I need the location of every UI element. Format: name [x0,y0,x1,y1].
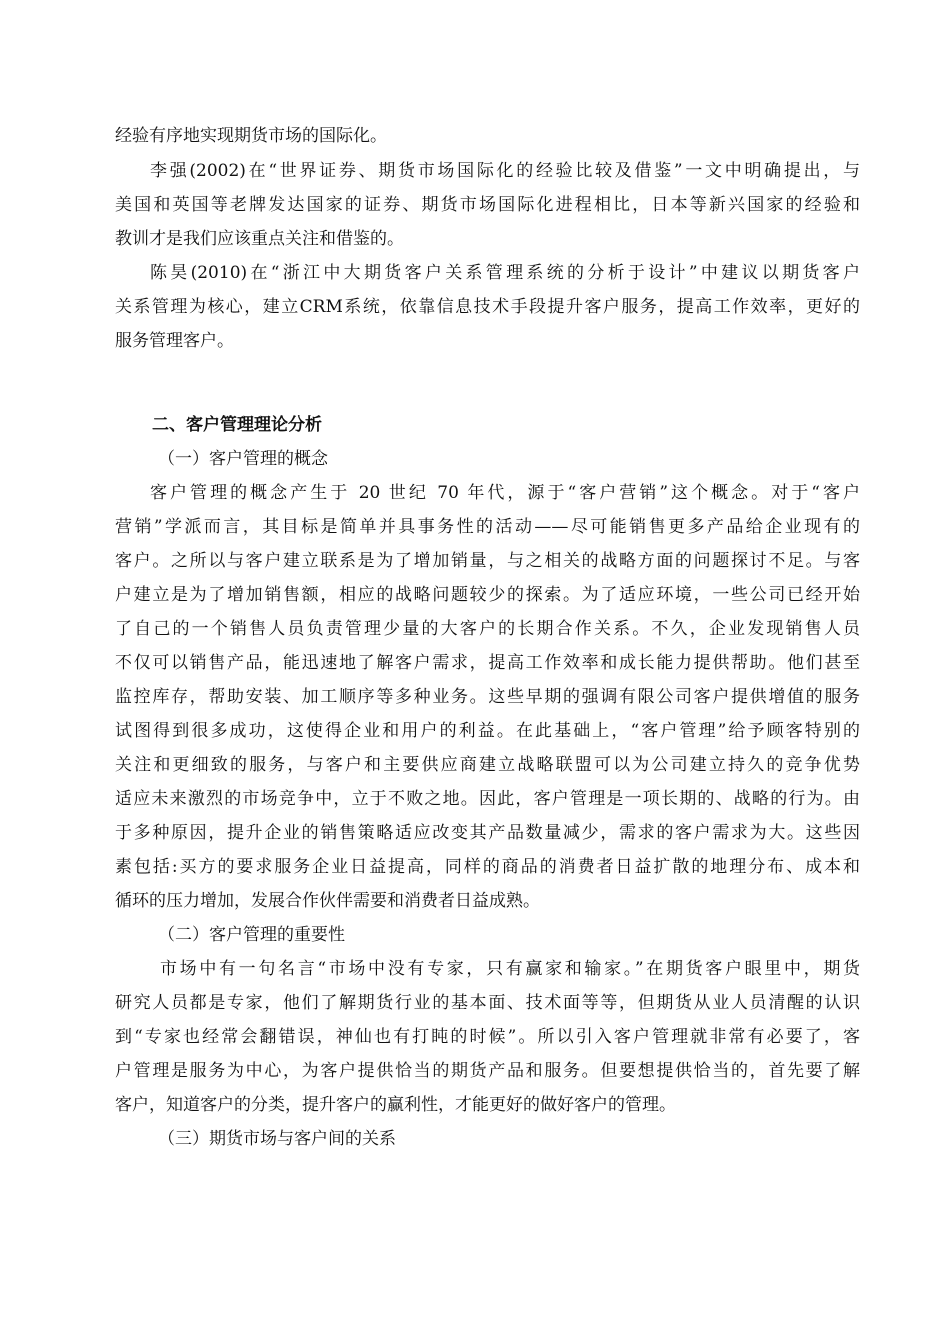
paragraph-line: 服务管理客户。 [115,331,234,351]
paragraph-line: 监控库存，帮助安装、加工顺序等多种业务。这些早期的强调有限公司客户提供增值的服务 [115,687,860,707]
paragraph-line: 到“专家也经常会翻错误，神仙也有打盹的时候”。所以引入客户管理就非常有必要了，客 [115,1027,860,1047]
paragraph-line: 户建立是为了增加销售额，相应的战略问题较少的探索。为了适应环境，一些公司已经开始 [115,585,860,605]
paragraph-line: 教训才是我们应该重点关注和借鉴的。 [115,229,404,249]
paragraph-line: 试图得到很多成功，这使得企业和用户的利益。在此基础上，“客户管理”给予顾客特别的 [115,721,860,741]
paragraph-line: 营销”学派而言，其目标是简单并具事务性的活动——尽可能销售更多产品给企业现有的 [115,517,860,537]
subsection-heading: （三）期货市场与客户间的关系 [158,1129,396,1149]
paragraph-line: 市场中有一句名言“市场中没有专家，只有赢家和输家。”在期货客户眼里中，期货 [160,959,860,979]
paragraph-line: 研究人员都是专家，他们了解期货行业的基本面、技术面等等，但期货从业人员清醒的认识 [115,993,860,1013]
paragraph-line: 关系管理为核心，建立CRM系统，依靠信息技术手段提升客户服务，提高工作效率，更好的 [115,297,860,317]
paragraph-line: 关注和更细致的服务，与客户和主要供应商建立战略联盟可以为公司建立持久的竞争优势 [115,755,860,775]
paragraph-line: 循环的压力增加，发展合作伙伴需要和消费者日益成熟。 [115,891,540,911]
paragraph-line: 客户，知道客户的分类，提升客户的赢利性，才能更好的做好客户的管理。 [115,1095,676,1115]
subsection-heading: （二）客户管理的重要性 [158,925,345,945]
paragraph-line: 适应未来激烈的市场竞争中，立于不败之地。因此，客户管理是一项长期的、战略的行为。由 [115,789,860,809]
paragraph-line: 户管理是服务为中心，为客户提供恰当的期货产品和服务。但要想提供恰当的，首先要了解 [115,1061,860,1081]
paragraph-line: 素包括:买方的要求服务企业日益提高，同样的商品的消费者日益扩散的地理分布、成本和 [115,857,860,877]
subsection-heading: （一）客户管理的概念 [158,449,328,469]
paragraph-line: 美国和英国等老牌发达国家的证券、期货市场国际化进程相比，日本等新兴国家的经验和 [115,195,860,215]
paragraph-line: 了自己的一个销售人员负责管理少量的大客户的长期合作关系。不久，企业发现销售人员 [115,619,860,639]
paragraph-line: 李强(2002)在“世界证券、期货市场国际化的经验比较及借鉴”一文中明确提出，与 [150,161,860,181]
paragraph-line: 于多种原因，提升企业的销售策略适应改变其产品数量减少，需求的客户需求为大。这些因 [115,823,860,843]
paragraph-line: 客户。之所以与客户建立联系是为了增加销量，与之相关的战略方面的问题探讨不足。与客 [115,551,860,571]
paragraph-line: 陈昊(2010)在“浙江中大期货客户关系管理系统的分析于设计”中建议以期货客户 [150,263,860,283]
paragraph-line: 客户管理的概念产生于 20 世纪 70 年代，源于“客户营销”这个概念。对于“客户 [150,483,860,503]
paragraph-line: 不仅可以销售产品，能迅速地了解客户需求，提高工作效率和成长能力提供帮助。他们甚至 [115,653,860,673]
section-heading: 二、客户管理理论分析 [152,415,322,435]
paragraph-line: 经验有序地实现期货市场的国际化。 [115,126,387,146]
